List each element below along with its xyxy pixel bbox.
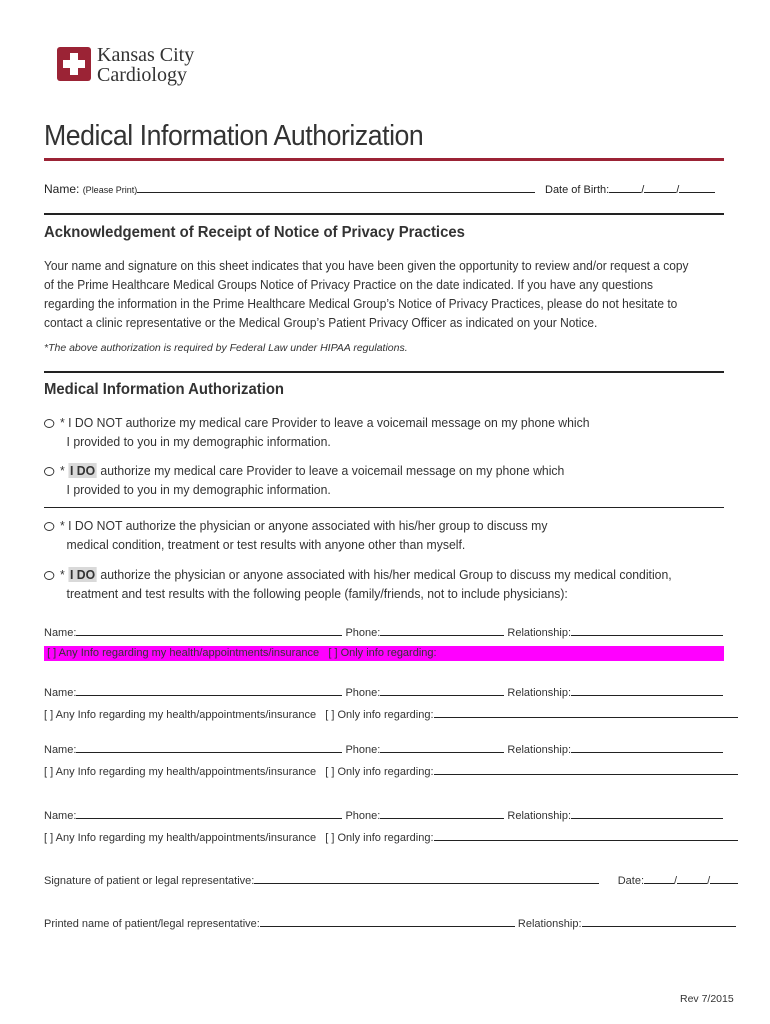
ack-line: of the Prime Healthcare Medical Groups Notice of Privacy Practice on the date indicated. If you have any questions (44, 277, 653, 292)
contact-phone-label: Phone: (345, 687, 381, 699)
info-scope-row[interactable] (44, 646, 724, 661)
contact-relationship-label: Relationship: (507, 627, 571, 639)
any-info-checkbox[interactable]: [ ] Any Info regarding my health/appointments/insurance (44, 832, 317, 844)
name-hint: (Please Print) (82, 185, 138, 195)
option-discuss-yes[interactable] (44, 565, 712, 603)
contact-relationship-line[interactable] (571, 807, 723, 819)
only-info-checkbox[interactable]: [ ] Only info regarding: (325, 709, 434, 721)
date-sep: / (674, 875, 678, 887)
contact-name-label: Name: (44, 627, 77, 639)
contact-phone-label: Phone: (345, 627, 381, 639)
section-divider (44, 371, 724, 373)
option-text-line2: I provided to you in my demographic information. (66, 434, 331, 449)
contact-name-label: Name: (44, 810, 77, 822)
contact-phone-line[interactable] (380, 624, 504, 636)
any-info-checkbox[interactable]: [ ] Any Info regarding my health/appointments/insurance (44, 766, 317, 778)
option-text: * I DO NOT authorize my medical care Provider to leave a voicemail message on my phone which (59, 415, 590, 430)
dob-year-line[interactable] (679, 181, 715, 193)
dob-field[interactable] (545, 181, 715, 196)
only-info-checkbox[interactable]: [ ] Only info regarding: (325, 832, 434, 844)
contact-phone-label: Phone: (345, 810, 381, 822)
contact-name-line[interactable] (76, 741, 342, 753)
contact-relationship-label: Relationship: (507, 744, 571, 756)
signature-line[interactable] (254, 872, 599, 884)
option-highlight: I DO (70, 463, 96, 478)
contact-row[interactable] (44, 684, 724, 699)
section-divider (44, 213, 724, 215)
ack-paragraph (44, 256, 724, 332)
contact-phone-label: Phone: (345, 744, 381, 756)
date-month-line[interactable] (644, 872, 674, 884)
hipaa-note: *The above authorization is required by Federal Law under HIPAA regulations. (44, 342, 408, 354)
signature-row[interactable] (44, 872, 724, 887)
printed-name-row[interactable] (44, 915, 724, 930)
date-year-line[interactable] (710, 872, 738, 884)
any-info-checkbox[interactable]: [ ] Any Info regarding my health/appointments/insurance (47, 647, 320, 659)
ack-heading: Acknowledgement of Receipt of Notice of Privacy Practices (44, 224, 465, 241)
ack-line: regarding the information in the Prime Healthcare Medical Group’s Notice of Privacy Practices, please do not hesitate to (44, 296, 678, 311)
contact-phone-line[interactable] (380, 807, 504, 819)
radio-circle-icon[interactable] (44, 571, 54, 580)
contact-name-line[interactable] (76, 807, 342, 819)
contact-relationship-label: Relationship: (507, 810, 571, 822)
relationship-line[interactable] (582, 915, 736, 927)
any-info-checkbox[interactable]: [ ] Any Info regarding my health/appointments/insurance (44, 709, 317, 721)
option-highlight: I DO (70, 567, 96, 582)
contact-row[interactable] (44, 624, 724, 639)
logo-cross-icon (57, 47, 91, 81)
option-text: * (59, 463, 69, 478)
only-info-line[interactable] (434, 706, 738, 718)
option-discuss-no[interactable] (44, 516, 580, 554)
contact-name-label: Name: (44, 687, 77, 699)
date-label: Date: (617, 875, 644, 887)
logo-line-1: Kansas City (97, 44, 195, 66)
title-divider (44, 158, 724, 161)
relationship-label: Relationship: (517, 918, 582, 930)
dob-label: Date of Birth: (545, 184, 610, 196)
mia-heading: Medical Information Authorization (44, 381, 285, 398)
info-scope-row[interactable] (44, 829, 724, 844)
logo-text (97, 45, 194, 85)
option-voicemail-yes[interactable] (44, 461, 598, 499)
contact-relationship-line[interactable] (571, 624, 723, 636)
contact-name-line[interactable] (76, 624, 342, 636)
radio-circle-icon[interactable] (44, 419, 54, 428)
only-info-checkbox[interactable]: [ ] Only info regarding: (328, 647, 437, 659)
date-day-line[interactable] (677, 872, 707, 884)
info-scope-row[interactable] (44, 706, 724, 721)
name-line[interactable] (137, 181, 535, 193)
only-info-checkbox[interactable]: [ ] Only info regarding: (325, 766, 434, 778)
signature-label: Signature of patient or legal representative: (44, 875, 255, 887)
option-text: authorize the physician or anyone associated with his/her medical Group to discuss my medical condition, (97, 567, 672, 582)
ack-line: contact a clinic representative or the Medical Group’s Patient Privacy Officer as indicated on your Notice. (44, 315, 598, 330)
only-info-line[interactable] (434, 829, 738, 841)
info-scope-row[interactable] (44, 763, 724, 778)
ack-line: Your name and signature on this sheet indicates that you have been given the opportunity to review and/or request a copy (44, 258, 689, 273)
date-sep: / (707, 875, 711, 887)
only-info-line[interactable] (434, 763, 738, 775)
contact-relationship-label: Relationship: (507, 687, 571, 699)
revision-label: Rev 7/2015 (680, 993, 734, 1005)
name-label: Name: (44, 182, 80, 196)
option-text-line2: I provided to you in my demographic information. (66, 482, 331, 497)
contact-relationship-line[interactable] (571, 684, 723, 696)
contact-phone-line[interactable] (380, 684, 504, 696)
dob-sep: / (641, 184, 645, 196)
option-text-line2: treatment and test results with the following people (family/friends, not to include physicians): (66, 586, 568, 601)
page-title: Medical Information Authorization (44, 120, 424, 152)
option-voicemail-no[interactable] (44, 413, 624, 451)
printed-name-line[interactable] (260, 915, 515, 927)
contact-name-line[interactable] (76, 684, 342, 696)
dob-day-line[interactable] (644, 181, 676, 193)
name-field[interactable] (44, 181, 535, 196)
option-text: * (59, 567, 69, 582)
printed-name-label: Printed name of patient/legal representative: (44, 918, 260, 930)
option-text-line2: medical condition, treatment or test results with anyone other than myself. (66, 537, 466, 552)
radio-circle-icon[interactable] (44, 467, 54, 476)
option-text: * I DO NOT authorize the physician or anyone associated with his/her group to discuss my (59, 518, 548, 533)
dob-sep: / (676, 184, 680, 196)
contact-row[interactable] (44, 741, 724, 756)
contact-relationship-line[interactable] (571, 741, 723, 753)
dob-month-line[interactable] (609, 181, 641, 193)
contact-phone-line[interactable] (380, 741, 504, 753)
option-text: authorize my medical care Provider to leave a voicemail message on my phone which (97, 463, 565, 478)
logo-line-2: Cardiology (97, 64, 187, 86)
section-divider (44, 507, 724, 508)
radio-circle-icon[interactable] (44, 522, 54, 531)
contact-row[interactable] (44, 807, 724, 822)
contact-name-label: Name: (44, 744, 77, 756)
